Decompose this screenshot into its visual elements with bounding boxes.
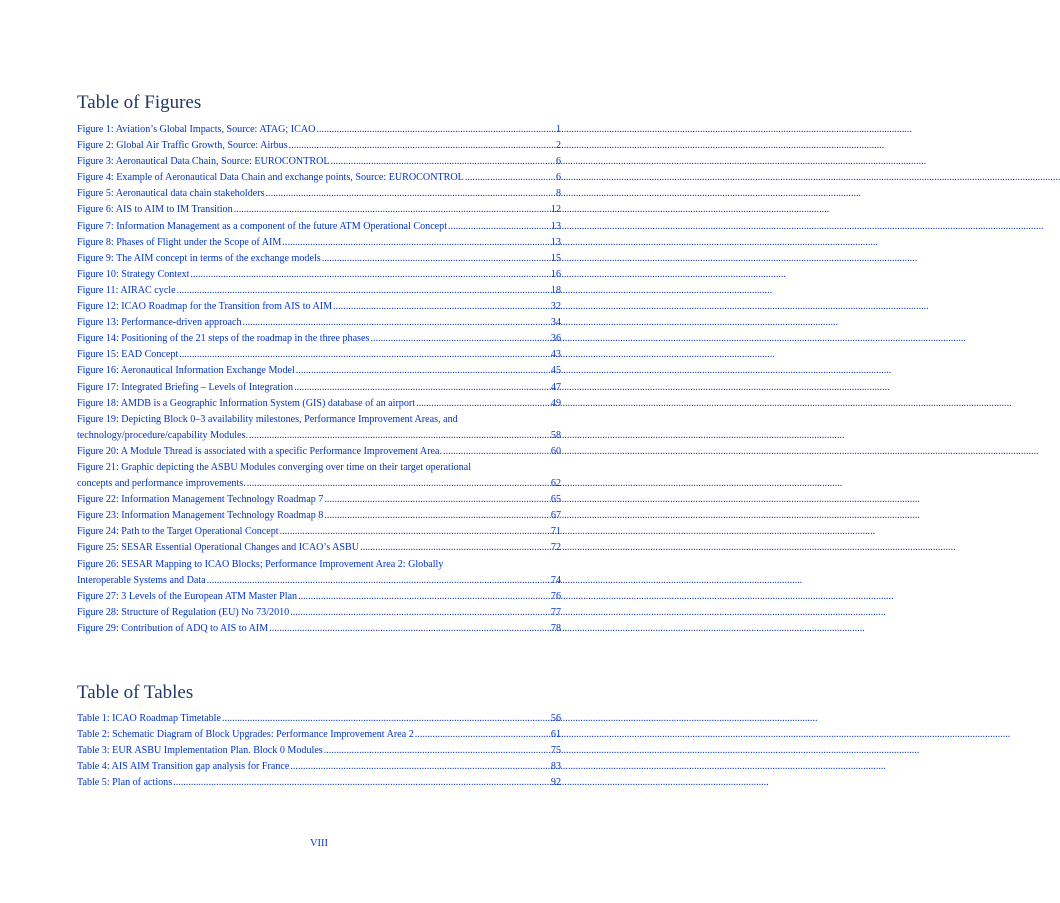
figure-entry[interactable]	[77, 524, 561, 540]
figure-entry-text: Figure 27: 3 Levels of the European ATM Master Plan	[77, 590, 298, 602]
figure-entry-text: technology/procedure/capability Modules.	[77, 429, 248, 441]
figure-entry[interactable]	[77, 267, 561, 283]
table-entry-page: 61	[550, 729, 561, 741]
table-entry[interactable]	[77, 775, 561, 791]
figure-entry-text: Figure 6: AIS to AIM to IM Transition	[77, 204, 233, 216]
figure-entry-text: Figure 16: Aeronautical Information Exchange Model	[77, 365, 295, 377]
dot-leader	[448, 219, 550, 235]
figure-entry-page: 49	[550, 397, 561, 409]
dot-leader	[269, 621, 550, 637]
table-entry[interactable]	[77, 759, 561, 775]
figure-entry-text: Figure 4: Example of Aeronautical Data Chain and exchange points, Source: EUROCONTROL	[77, 172, 464, 184]
figure-entry-text: Figure 24: Path to the Target Operational Concept	[77, 526, 279, 538]
dot-leader	[290, 605, 550, 621]
figure-entry[interactable]	[77, 492, 561, 508]
figure-entry[interactable]	[77, 347, 561, 363]
figure-entry-page: 74	[550, 574, 561, 586]
dot-leader	[173, 775, 550, 791]
figure-entry[interactable]	[77, 396, 561, 412]
table-entry-text: Table 2: Schematic Diagram of Block Upgrades: Performance Improvement Area 2	[77, 729, 414, 741]
dot-leader	[316, 122, 555, 138]
figure-entry[interactable]	[77, 589, 561, 605]
table-entry[interactable]	[77, 743, 561, 759]
dot-leader	[324, 508, 550, 524]
table-entry-text: Table 1: ICAO Roadmap Timetable	[77, 713, 221, 724]
figure-entry[interactable]	[77, 508, 561, 524]
dot-leader	[296, 363, 550, 379]
figure-entry[interactable]	[77, 315, 561, 331]
figure-entry-text: Figure 23: Information Management Technology Roadmap 8	[77, 510, 324, 522]
table-entry-page: 92	[550, 777, 561, 789]
figure-entry[interactable]	[77, 186, 561, 202]
figure-entry[interactable]	[77, 380, 561, 396]
figure-entry[interactable]	[77, 540, 561, 556]
figure-entry[interactable]	[77, 170, 561, 186]
dot-leader	[416, 396, 550, 412]
figure-entry-page: 72	[550, 542, 561, 554]
dot-leader	[324, 743, 550, 759]
figure-entry-page: 47	[550, 381, 561, 393]
figure-entry-text: Figure 12: ICAO Roadmap for the Transition from AIS to AIM	[77, 301, 333, 313]
figure-entry-page: 18	[550, 284, 561, 296]
figure-entry-page: 43	[550, 349, 561, 361]
dot-leader	[190, 267, 549, 283]
figure-entry[interactable]	[77, 122, 561, 138]
dot-leader	[280, 524, 550, 540]
dot-leader	[179, 347, 550, 363]
figure-entry-text-line1: Figure 26: SESAR Mapping to ICAO Blocks; Performance Improvement Area 2: Globally	[77, 558, 444, 570]
figure-entry[interactable]	[77, 251, 561, 267]
figure-entry[interactable]	[77, 412, 561, 444]
figure-entry[interactable]	[77, 299, 561, 315]
dot-leader	[247, 476, 550, 492]
tables-list	[77, 711, 561, 791]
figure-entry-page: 71	[550, 526, 561, 538]
figure-entry-text: Figure 20: A Module Thread is associated with a specific Performance Improvement Area.	[77, 445, 443, 457]
dot-leader	[177, 283, 550, 299]
figure-entry-page: 34	[550, 317, 561, 329]
table-entry[interactable]	[77, 727, 561, 743]
figure-entry[interactable]	[77, 460, 561, 492]
dot-leader	[333, 299, 550, 315]
figure-entry-page: 78	[550, 622, 561, 634]
figure-entry-page: 1	[555, 124, 561, 135]
figure-entry-page: 8	[555, 188, 561, 200]
table-entry-text: Table 5: Plan of actions	[77, 777, 173, 789]
figure-entry-text: Figure 14: Positioning of the 21 steps of the roadmap in the three phases	[77, 333, 370, 345]
table-entry-page: 75	[550, 745, 561, 757]
figures-list	[77, 122, 561, 637]
figure-entry-text: Figure 17: Integrated Briefing – Levels of Integration	[77, 381, 294, 393]
figure-entry-page: 16	[550, 268, 561, 280]
figure-entry-line2	[77, 428, 561, 444]
figure-entry-text: concepts and performance improvements.	[77, 478, 246, 490]
figure-entry-text: Figure 29: Contribution of ADQ to AIS to AIM	[77, 622, 269, 634]
figure-entry[interactable]	[77, 235, 561, 251]
dot-leader	[290, 759, 550, 775]
figure-entry[interactable]	[77, 557, 561, 589]
dot-leader	[465, 170, 555, 186]
dot-leader	[298, 589, 550, 605]
figure-entry-page: 13	[550, 220, 561, 232]
dot-leader	[207, 573, 550, 589]
dot-leader	[243, 315, 550, 331]
figure-entry-page: 15	[550, 252, 561, 264]
figure-entry[interactable]	[77, 219, 561, 235]
figure-entry[interactable]	[77, 331, 561, 347]
figure-entry-page: 62	[550, 478, 561, 490]
figure-entry-page: 65	[550, 494, 561, 506]
table-entry-text: Table 3: EUR ASBU Implementation Plan. Block 0 Modules	[77, 745, 323, 757]
figure-entry[interactable]	[77, 444, 561, 460]
figure-entry-text: Figure 10: Strategy Context	[77, 268, 190, 280]
dot-leader	[331, 154, 555, 170]
figure-entry-page: 58	[550, 429, 561, 441]
figure-entry[interactable]	[77, 154, 561, 170]
figure-entry[interactable]	[77, 363, 561, 379]
figure-entry-text: Figure 15: EAD Concept	[77, 349, 179, 361]
table-of-tables-heading: Table of Tables	[77, 682, 194, 703]
table-entry-page: 83	[550, 761, 561, 773]
dot-leader	[370, 331, 550, 347]
dot-leader	[282, 235, 550, 251]
figure-entry-text: Figure 13: Performance-driven approach	[77, 317, 242, 329]
figure-entry-text: Figure 9: The AIM concept in terms of the exchange models	[77, 252, 321, 264]
figure-entry-page: 36	[550, 333, 561, 345]
figure-entry-text: Figure 18: AMDB is a Geographic Information System (GIS) database of an airport	[77, 397, 416, 409]
table-entry-page: 56	[550, 713, 561, 724]
dot-leader	[222, 711, 550, 727]
figure-entry-text-line1: Figure 19: Depicting Block 0–3 availability milestones, Performance Improvement Areas, and	[77, 413, 458, 425]
figure-entry-text: Figure 1: Aviation’s Global Impacts, Source: ATAG; ICAO	[77, 124, 316, 135]
dot-leader	[415, 727, 550, 743]
figure-entry-page: 6	[555, 156, 561, 168]
figure-entry-text-line1: Figure 21: Graphic depicting the ASBU Modules converging over time on their target operational	[77, 461, 472, 473]
figure-entry-page: 76	[550, 590, 561, 602]
figure-entry[interactable]	[77, 621, 561, 637]
dot-leader	[324, 492, 550, 508]
figure-entry-page: 6	[555, 172, 561, 184]
dot-leader	[266, 186, 555, 202]
page-number: VIII	[309, 838, 329, 849]
table-entry[interactable]	[77, 711, 561, 727]
figure-entry-page: 12	[550, 204, 561, 216]
figure-entry-page: 60	[550, 445, 561, 457]
figure-entry-text: Figure 7: Information Management as a component of the future ATM Operational Concept	[77, 220, 448, 232]
figure-entry-line2	[77, 573, 561, 589]
figure-entry-text: Figure 22: Information Management Technology Roadmap 7	[77, 494, 324, 506]
figure-entry-page: 67	[550, 510, 561, 522]
figure-entry-page: 13	[550, 236, 561, 248]
figure-entry-text: Figure 28: Structure of Regulation (EU) No 73/2010	[77, 606, 290, 618]
figure-entry-text: Interoperable Systems and Data	[77, 574, 206, 586]
dot-leader	[249, 428, 550, 444]
figure-entry-text: Figure 2: Global Air Traffic Growth, Source: Airbus	[77, 140, 288, 152]
figure-entry[interactable]	[77, 283, 561, 299]
dot-leader	[443, 444, 550, 460]
figure-entry-page: 77	[550, 606, 561, 618]
dot-leader	[289, 138, 555, 154]
figure-entry-page: 2	[555, 140, 561, 152]
figure-entry-text: Figure 25: SESAR Essential Operational Changes and ICAO’s ASBU	[77, 542, 360, 554]
figure-entry-text: Figure 5: Aeronautical data chain stakeholders	[77, 188, 265, 200]
figure-entry-page: 32	[550, 301, 561, 313]
table-entry-text: Table 4: AIS AIM Transition gap analysis for France	[77, 761, 290, 773]
figure-entry-text: Figure 11: AIRAC cycle	[77, 284, 176, 296]
figure-entry-line2	[77, 476, 561, 492]
dot-leader	[234, 202, 550, 218]
figure-entry[interactable]	[77, 202, 561, 218]
figure-entry-text: Figure 8: Phases of Flight under the Scope of AIM	[77, 236, 282, 248]
dot-leader	[294, 380, 550, 396]
figure-entry-text: Figure 3: Aeronautical Data Chain, Source: EUROCONTROL	[77, 156, 330, 168]
figure-entry[interactable]	[77, 605, 561, 621]
figure-entry-page: 45	[550, 365, 561, 377]
dot-leader	[322, 251, 550, 267]
dot-leader	[360, 540, 550, 556]
figure-entry[interactable]	[77, 138, 561, 154]
table-of-figures-heading: Table of Figures	[77, 92, 202, 113]
